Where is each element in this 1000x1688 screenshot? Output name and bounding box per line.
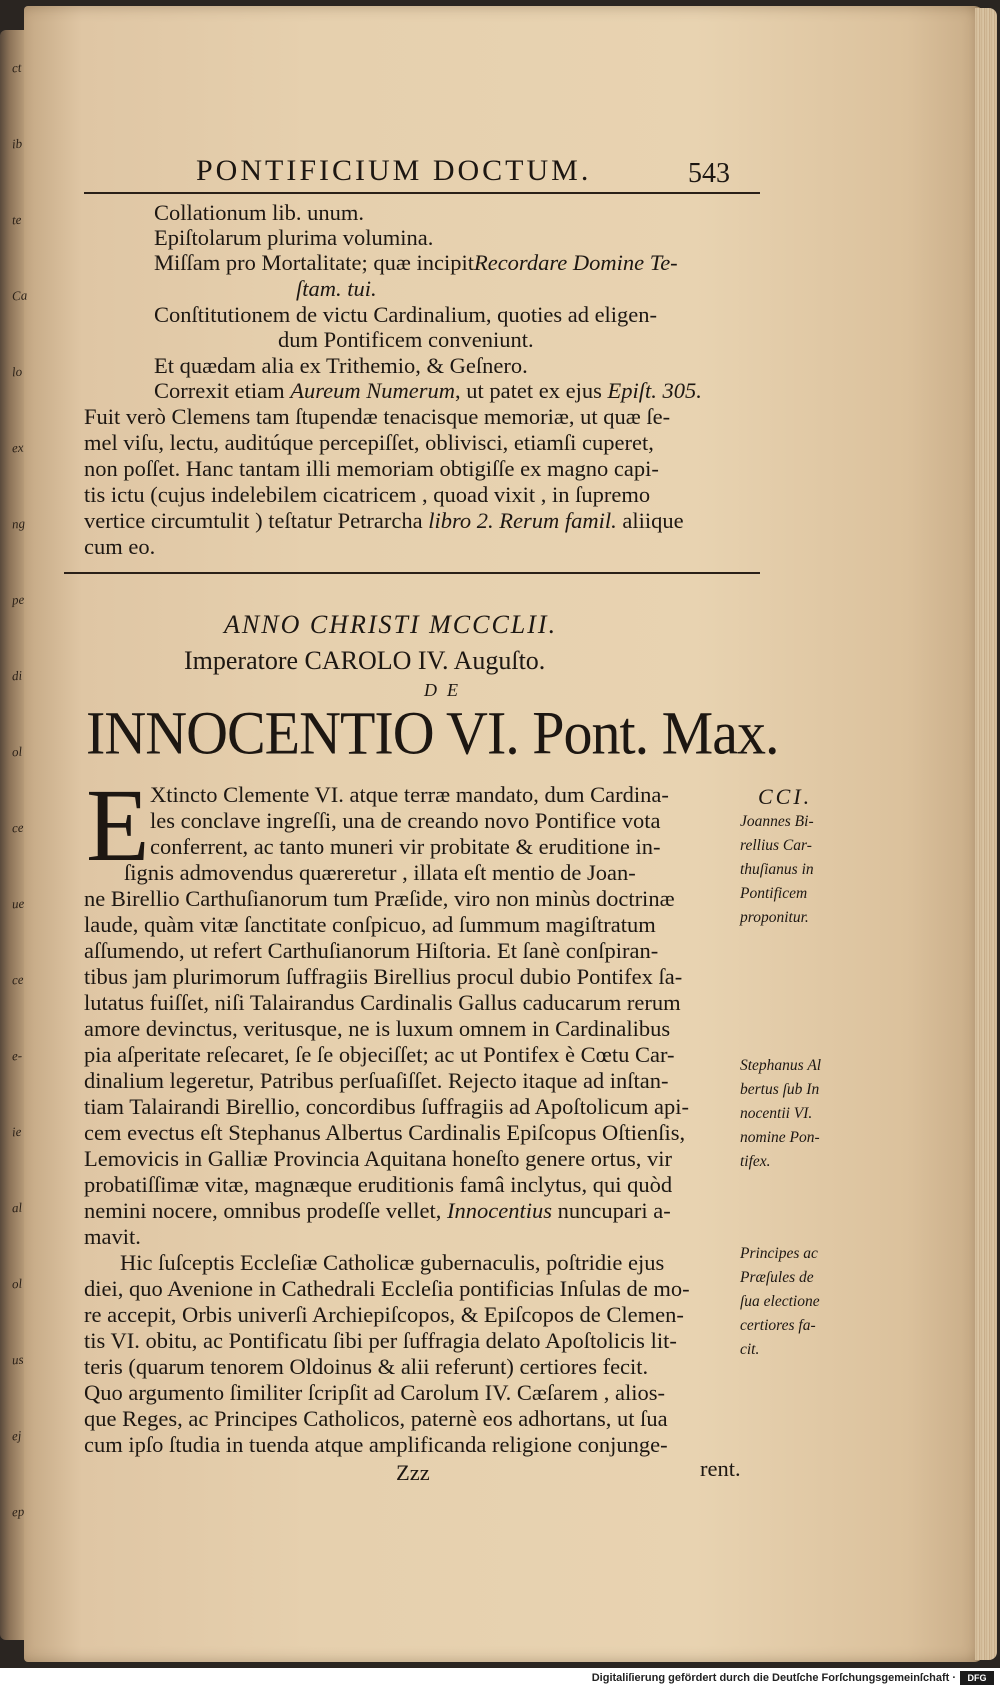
margin-section-number: CCI. [758,784,813,809]
paragraph-line: Lemovicis in Galliæ Provincia Aquitana honeſto genere ortus, vir [84,1146,672,1171]
edge-letter: te [11,211,22,228]
year-heading: ANNO CHRISTI MCCCLII. [224,610,558,639]
margin-note: bertus ſub In [740,1081,820,1098]
paragraph-line: les conclave ingreſſi, una de creando novo Pontifice vota [150,808,661,833]
edge-letter: ol [11,1275,23,1292]
edge-letter: ep [11,1503,25,1520]
paragraph-line: teris (quarum tenorem Oldoinus & alii referunt) certiores fecit. [84,1354,649,1379]
paragraph-line: tibus jam plurimorum ſuffragiis Birellius procul dubio Pontifex ſa- [84,964,683,989]
catchword: rent. [700,1456,741,1481]
signature-mark: Zzz [396,1460,430,1485]
margin-note: nocentii VI. [740,1105,813,1122]
emperor-heading: Imperatore CAROLO IV. Auguſto. [184,646,546,675]
header-rule [84,192,760,194]
edge-letter: ie [11,1123,22,1140]
edge-letter: pe [11,591,25,608]
list-item-continuation: ſtam. tui. [296,276,377,301]
paragraph-line: cem evectus eſt Stephanus Albertus Cardinalis Epiſcopus Oſtienſis, [84,1120,686,1145]
edge-letter: Ca [11,287,28,304]
edge-letter: ej [11,1427,22,1444]
paragraph-line: Fuit verò Clemens tam ſtupendæ tenacisque memoriæ, ut quæ ſe- [84,404,671,429]
edge-letter: ct [11,59,22,76]
margin-note: Præſules de [740,1269,814,1286]
paragraph-line: mel viſu, lectu, auditúque percepiſſet, oblivisci, etiamſi cuperet, [84,430,654,455]
margin-note: rellius Car- [740,837,812,854]
list-item: Conſtitutionem de victu Cardinalium, quoties ad eligen- [154,302,658,327]
page-fore-edge [975,8,997,1660]
paragraph-line: ſignis admovendus quæreretur , illata eſt mentio de Joan- [124,860,636,885]
paragraph-line: conferrent, ac tanto muneri vir probitate & eruditione in- [150,834,661,859]
paragraph-line: Xtincto Clemente VI. atque terræ mandato, dum Cardina- [150,782,669,807]
paragraph-line: vertice circumtulit ) teſtatur Petrarcha libro 2. Rerum famil. aliique [84,508,684,533]
edge-letter: e- [11,1047,23,1064]
edge-letter: ce [11,971,25,988]
paragraph-line: Quo argumento ſimiliter ſcripſit ad Carolum IV. Cæſarem , alios- [84,1380,665,1405]
paragraph-line: dinalium legeretur, Patribus perſuaſiſſet. Rejecto itaque ad inſtan- [84,1068,669,1093]
running-head-title: PONTIFICIUM DOCTUM. [196,154,592,187]
edge-letter: us [11,1351,25,1368]
margin-note: tifex. [740,1153,771,1170]
paragraph-line: laude, quàm vitæ ſanctitate conſpicuo, ad ſummum magiſtratum [84,912,656,937]
margin-note: Joannes Bi- [740,813,814,830]
paragraph-line: lutatus fuiſſet, niſi Talairandus Cardinalis Gallus caducarum rerum [84,990,681,1015]
paragraph-line: probatiſſimæ vitæ, magnæque eruditionis famâ inclytus, qui quòd [84,1172,673,1197]
margin-note: Pontificem [740,885,808,902]
page-paper [24,6,984,1662]
margin-note: proponitur. [740,909,809,926]
edge-letter: ib [11,135,23,152]
margin-note: certiores fa- [740,1317,816,1334]
paragraph-line: tis VI. obitu, ac Pontificatu ſibi per ſuffragia delato Apoſtolicis lit- [84,1328,677,1353]
margin-note: thuſianus in [740,861,814,878]
edge-letter: ce [11,819,25,836]
margin-note: ſua electione [740,1293,820,1310]
paragraph-line: que Reges, ac Principes Catholicos, paternè eos adhortans, ut ſua [84,1406,668,1431]
edge-letter: al [11,1199,23,1216]
edge-letter: ol [11,743,23,760]
edge-letter: ue [11,895,25,912]
paragraph-line: tis ictu (cujus indelebilem cicatricem , quoad vixit , in ſupremo [84,482,651,507]
footer-credit: Digitaliſierung gefördert durch die Deutſche Forſchungsgemeinſchaft · [591,1672,956,1684]
list-item: Epiſtolarum plurima volumina. [154,225,434,250]
edge-letter: lo [11,363,23,380]
page-number: 543 [688,158,730,189]
previous-page-edge-text [8,60,30,1620]
edge-letter: ex [11,439,25,456]
paragraph-line: non poſſet. Hanc tantam illi memoriam obtigiſſe ex magno capi- [84,456,659,481]
paragraph-line: Hic ſuſceptis Eccleſiæ Catholicæ gubernaculis, poſtridie ejus [120,1250,665,1275]
paragraph-line: cum ipſo ſtudia in tuenda atque amplificanda religione conjunge- [84,1432,668,1457]
drop-cap: E [86,768,150,883]
paragraph-line: nemini nocere, omnibus prodeſſe vellet, Innocentius nuncupari a- [84,1198,671,1223]
paragraph-line: aſſumendo, ut refert Carthuſianorum Hiſtoria. Et ſanè conſpiran- [84,938,659,963]
margin-note: Principes ac [740,1245,818,1262]
list-item: Et quædam alia ex Trithemio, & Geſnero. [154,353,528,378]
paragraph-line: diei, quo Avenione in Cathedrali Eccleſia pontificias Inſulas de mo- [84,1276,690,1301]
paragraph-line: cum eo. [84,534,156,559]
dfg-logo-icon: DFG [960,1671,994,1685]
paragraph-line: pia aſperitate reſecaret, ſe ſe objeciſſet; ac ut Pontifex è Cœtu Car- [84,1042,675,1067]
paragraph-line: amore devinctus, veritusque, ne is luxum omnem in Cardinalibus [84,1016,671,1041]
edge-letter: ng [11,515,26,532]
paragraph-line: mavit. [84,1224,141,1249]
de-heading: DE [424,680,468,700]
chapter-title: INNOCENTIO VI. Pont. Max. [86,699,779,768]
margin-note: Stephanus Al [740,1057,822,1074]
section-rule [64,572,760,574]
edge-letter: di [11,667,23,684]
list-item-continuation: dum Pontificem conveniunt. [278,327,534,352]
paragraph-line: tiam Talairandi Birellio, concordibus ſuffragiis ad Apoſtolicum api- [84,1094,689,1119]
list-item: Collationum lib. unum. [154,200,365,225]
margin-note: cit. [740,1341,760,1358]
paragraph-line: ne Birellio Carthuſianorum tum Præſide, viro non minùs doctrinæ [84,886,675,911]
margin-note: nomine Pon- [740,1129,820,1146]
list-item: Miſſam pro Mortalitate; quæ incipitRecordare Domine Te- [154,250,678,275]
paragraph-line: Correxit etiam Aureum Numerum, ut patet ex ejus Epiſt. 305. [154,378,702,403]
paragraph-line: re accepit, Orbis univerſi Archiepiſcopos, & Epiſcopos de Clemen- [84,1302,684,1327]
